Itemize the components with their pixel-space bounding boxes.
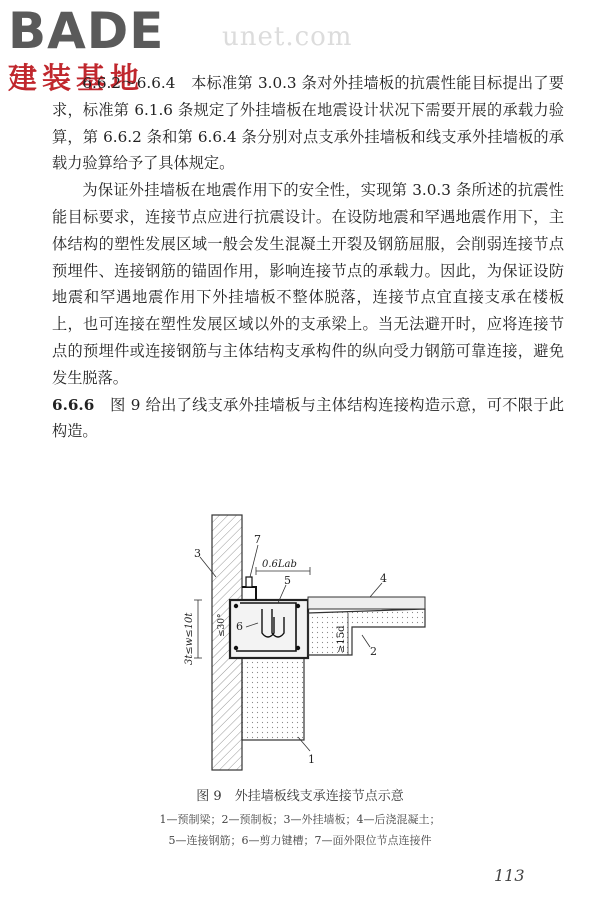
label-5: 5: [284, 574, 291, 587]
label-6: 6: [236, 620, 243, 633]
paragraph-clause-662: 6.6.2～6.6.4 本标准第 3.0.3 条对外挂墙板的抗震性能目标提出了要求，标准第 6.1.6 条规定了外挂墙板在地震设计状况下需要开展的承载力验算，第 6.6.2 条和第 6.6.4 条分别对点支承外挂墙板和线支承外挂墙板的承载力验算给予了具体规定。: [52, 74, 564, 173]
figure-caption: 图 9 外挂墙板线支承连接节点示意: [196, 789, 404, 804]
post-cast-topping: [308, 597, 425, 609]
logo-subtitle: 建装基地: [8, 61, 145, 95]
clause-text: 图 9 给出了线支承外挂墙板与主体结构连接构造示意，可不限于此构造。: [52, 395, 565, 441]
figure-9-connection-detail: [170, 505, 430, 775]
label-4: 4: [380, 572, 387, 585]
watermark: unet.com: [222, 22, 353, 52]
figure-legend-line-1: 1—预制梁；2—预制板；3—外挂墙板；4—后浇混凝土；: [159, 813, 441, 826]
paragraph-seismic-design: 为保证外挂墙板在地震作用下的安全性，实现第 3.0.3 条所述的抗震性能目标要求，连接节点应进行抗震设计。在设防地震和罕遇地震作用下，主体结构的塑性发展区域一般会发生混凝土开裂及钢筋屈服，会削弱连接节点预埋件、连接钢筋的锚固作用，影响连接节点的承载力。因此，为保证设防地震和罕遇地震作用下外挂墙板不整体脱落，连接节点宜直接支承在楼板上，也可连接在塑性发展区域以外的支承梁上。当无法避开时，应将连接节点的预埋件或连接钢筋与主体结构支承构件的纵向受力钢筋可靠连接，避免发生脱落。: [52, 181, 564, 387]
out-of-plane-connector: [242, 587, 256, 600]
body-text: [52, 70, 564, 445]
paragraph-clause-666: [52, 392, 564, 446]
dim-rebar-length: ≥15d: [336, 625, 347, 653]
dim-angle: ≤30°: [217, 613, 227, 637]
label-3: 3: [194, 547, 201, 560]
clause-number: 6.6.6: [52, 395, 95, 414]
label-2: 2: [370, 645, 377, 658]
label-7: 7: [254, 533, 261, 546]
page-number: 113: [494, 866, 525, 885]
label-1: 1: [308, 753, 315, 766]
precast-slab: [308, 609, 425, 655]
dim-anchorage-length: 0.6Lab: [262, 559, 297, 570]
dim-width-range: 3t≤w≤10t: [184, 612, 195, 665]
logo-wordmark: BADE: [8, 2, 165, 60]
figure-legend-line-2: 5—连接钢筋；6—剪力键槽；7—面外限位节点连接件: [168, 834, 432, 847]
